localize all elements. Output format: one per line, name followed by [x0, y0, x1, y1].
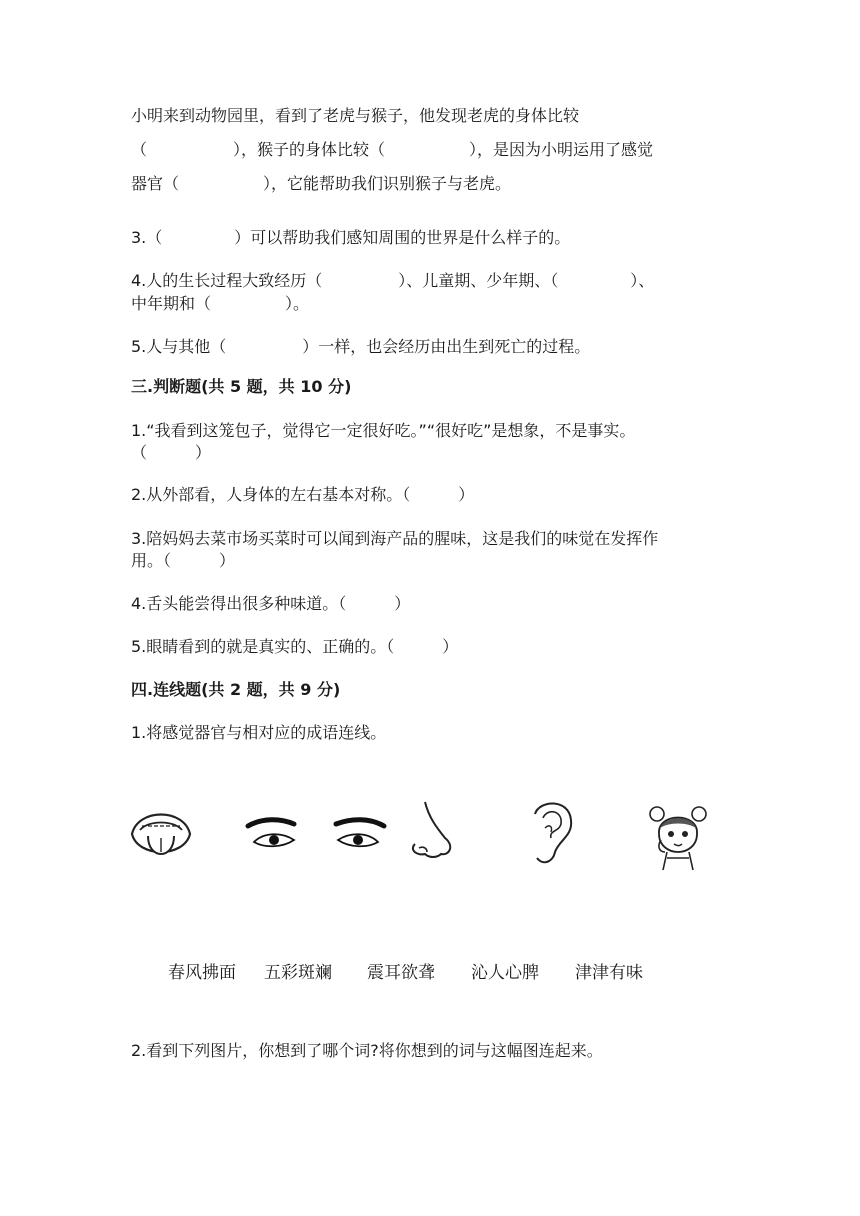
tongue-icon[interactable] — [128, 802, 194, 872]
fill-q2-line1: 小明来到动物园里，看到了老虎与猴子，他发现老虎的身体比较 — [131, 106, 580, 125]
idiom-item[interactable]: 津津有味 — [575, 963, 643, 983]
fill-q4-line2: 中年期和（ ）。 — [131, 294, 310, 313]
fill-q3: 3.（ ）可以帮助我们感知周围的世界是什么样子的。 — [131, 228, 571, 247]
idiom-item[interactable]: 春风拂面 — [168, 963, 236, 983]
judge-q4: 4.舌头能尝得出很多种味道。（ ） — [131, 594, 411, 613]
judge-q2: 2.从外部看，人身体的左右基本对称。（ ） — [131, 485, 475, 504]
judge-q3-line2: 用。（ ） — [131, 551, 236, 570]
section4-heading: 四.连线题(共 2 题，共 9 分) — [131, 680, 341, 699]
fill-q2-line2: （ ），猴子的身体比较（ ），是因为小明运用了感觉 — [131, 140, 654, 159]
match-q2: 2.看到下列图片，你想到了哪个词?将你想到的词与这幅图连起来。 — [131, 1041, 603, 1060]
fill-q5: 5.人与其他（ ）一样，也会经历由出生到死亡的过程。 — [131, 337, 591, 356]
idiom-item[interactable]: 沁人心脾 — [471, 963, 539, 983]
sense-organ-pictures — [120, 790, 740, 890]
section3-heading: 三.判断题(共 5 题，共 10 分) — [131, 377, 352, 396]
ear-icon[interactable] — [525, 798, 579, 868]
eyes-icon[interactable] — [242, 816, 392, 856]
judge-q1-line2[interactable]: （ ） — [131, 443, 212, 462]
judge-q5: 5.眼睛看到的就是真实的、正确的。（ ） — [131, 637, 459, 656]
fill-q2-line3: 器官（ ），它能帮助我们识别猴子与老虎。 — [131, 174, 512, 193]
nose-icon[interactable] — [405, 800, 465, 864]
judge-q3-line1: 3.陪妈妈去菜市场买菜时可以闻到海产品的腥味，这是我们的味觉在发挥作 — [131, 529, 659, 548]
idiom-item[interactable]: 震耳欲聋 — [367, 963, 435, 983]
idiom-row — [160, 958, 680, 984]
fill-q4-line1: 4.人的生长过程大致经历（ ）、儿童期、少年期、（ ）、 — [131, 271, 655, 290]
idiom-item[interactable]: 五彩斑斓 — [264, 963, 332, 983]
girl-touching-face-icon[interactable] — [647, 800, 709, 872]
match-q1: 1.将感觉器官与相对应的成语连线。 — [131, 723, 387, 742]
judge-q1-line1: 1.“我看到这笼包子，觉得它一定很好吃。”“很好吃”是想象，不是事实。 — [131, 421, 636, 440]
